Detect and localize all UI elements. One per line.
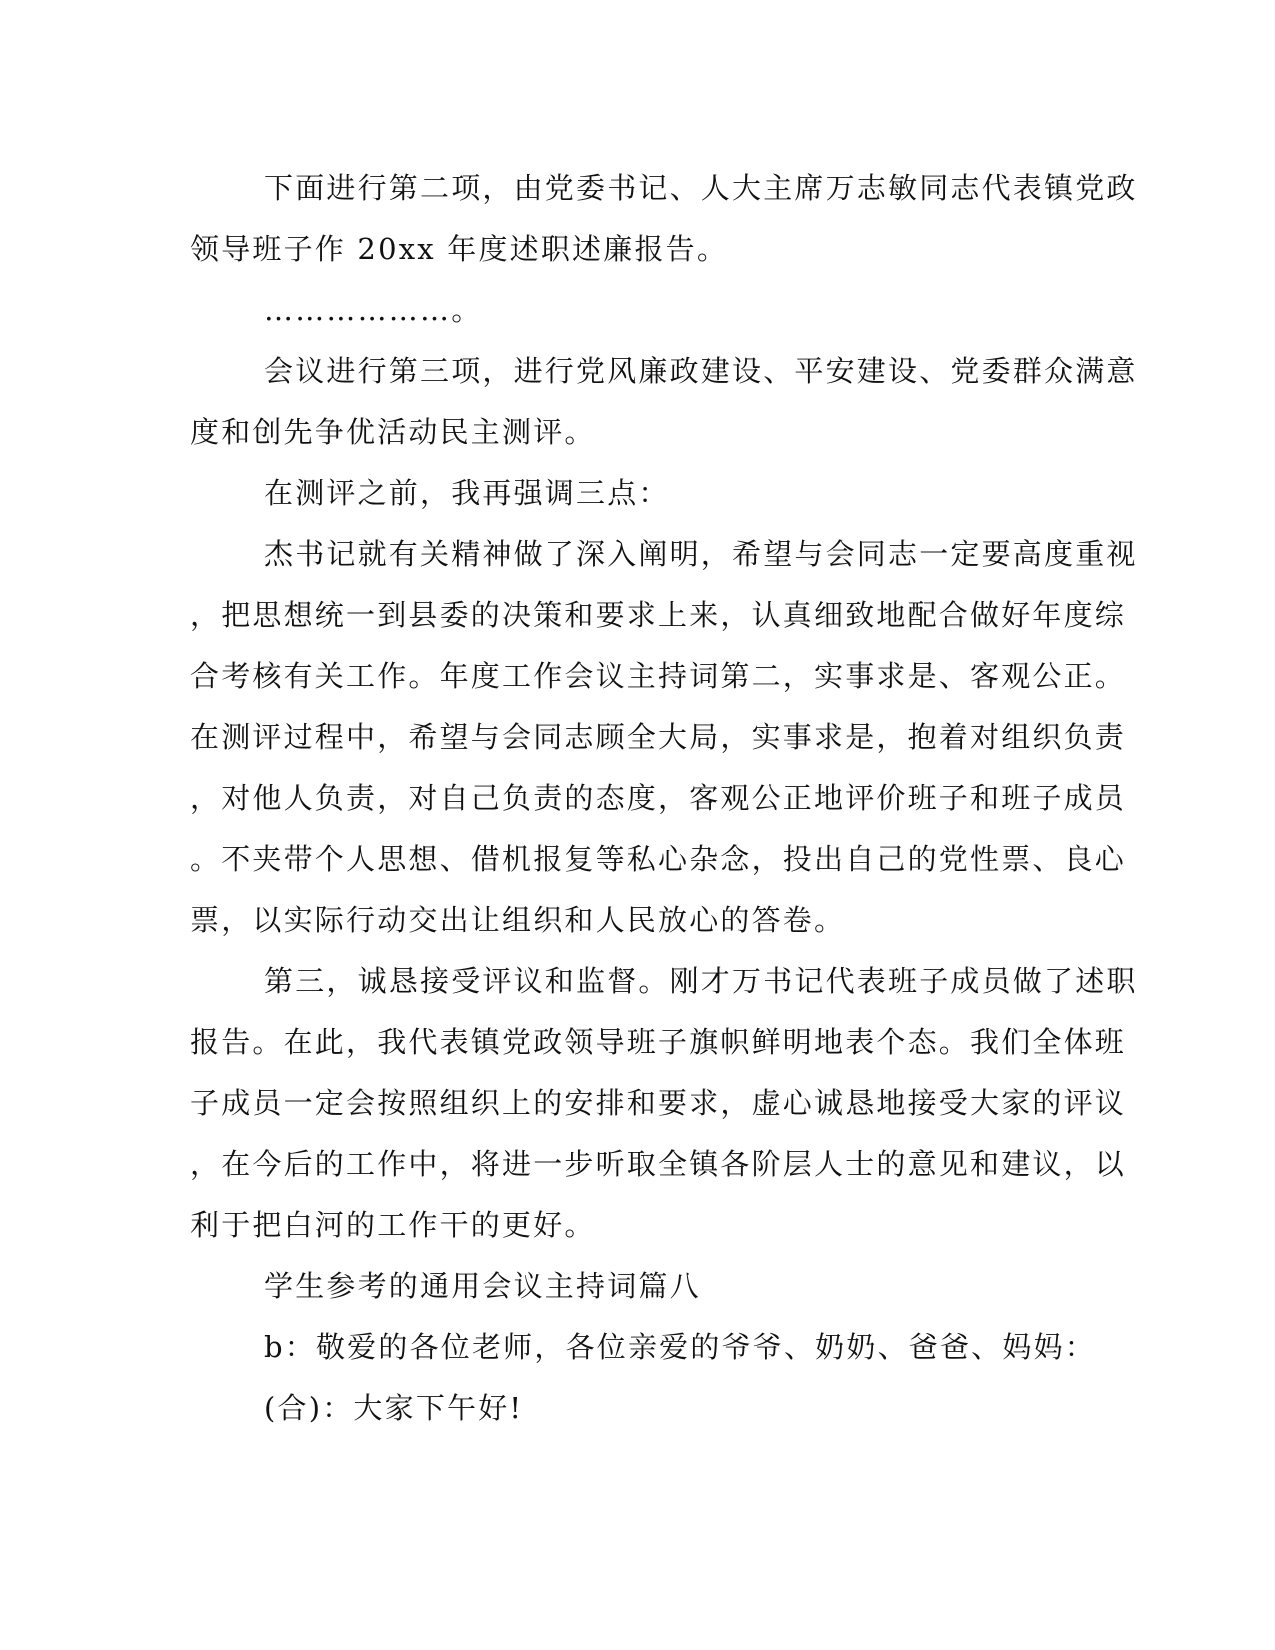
section-heading: 学生参考的通用会议主持词篇八 xyxy=(264,1269,701,1303)
paragraph-line: 子成员一定会按照组织上的安排和要求，虚心诚恳地接受大家的评议 xyxy=(190,1086,1127,1120)
paragraph-line: 下面进行第二项，由党委书记、人大主席万志敏同志代表镇党政 xyxy=(264,171,1138,205)
paragraph-line: (合)：大家下午好! xyxy=(264,1391,524,1425)
ellipsis-line: ………………。 xyxy=(264,293,483,327)
paragraph-line: 报告。在此，我代表镇党政领导班子旗帜鲜明地表个态。我们全体班 xyxy=(190,1025,1127,1059)
paragraph-line: 度和创先争优活动民主测评。 xyxy=(190,415,596,449)
paragraph-line: ，在今后的工作中，将进一步听取全镇各阶层人士的意见和建议，以 xyxy=(190,1147,1127,1181)
paragraph-line: b：敬爱的各位老师，各位亲爱的爷爷、奶奶、爸爸、妈妈： xyxy=(264,1330,1096,1364)
paragraph-line: 领导班子作 20xx 年度述职述廉报告。 xyxy=(190,232,729,266)
paragraph-line: 杰书记就有关精神做了深入阐明，希望与会同志一定要高度重视 xyxy=(264,537,1138,571)
paragraph-line: 第三，诚恳接受评议和监督。刚才万书记代表班子成员做了述职 xyxy=(264,964,1138,998)
paragraph-line: ，对他人负责，对自己负责的态度，客观公正地评价班子和班子成员 xyxy=(190,781,1127,815)
paragraph-line: 合考核有关工作。年度工作会议主持词第二，实事求是、客观公正。 xyxy=(190,659,1127,693)
document-body xyxy=(190,158,1138,1439)
paragraph-line: ，把思想统一到县委的决策和要求上来，认真细致地配合做好年度综 xyxy=(190,598,1127,632)
paragraph-line: 票，以实际行动交出让组织和人民放心的答卷。 xyxy=(190,903,846,937)
paragraph-line: 会议进行第三项，进行党风廉政建设、平安建设、党委群众满意 xyxy=(264,354,1138,388)
paragraph-line: 。不夹带个人思想、借机报复等私心杂念，投出自己的党性票、良心 xyxy=(190,842,1127,876)
paragraph-line: 利于把白河的工作干的更好。 xyxy=(190,1208,596,1242)
paragraph-line: 在测评之前，我再强调三点： xyxy=(264,476,670,510)
paragraph-line: 在测评过程中，希望与会同志顾全大局，实事求是，抱着对组织负责 xyxy=(190,720,1127,754)
